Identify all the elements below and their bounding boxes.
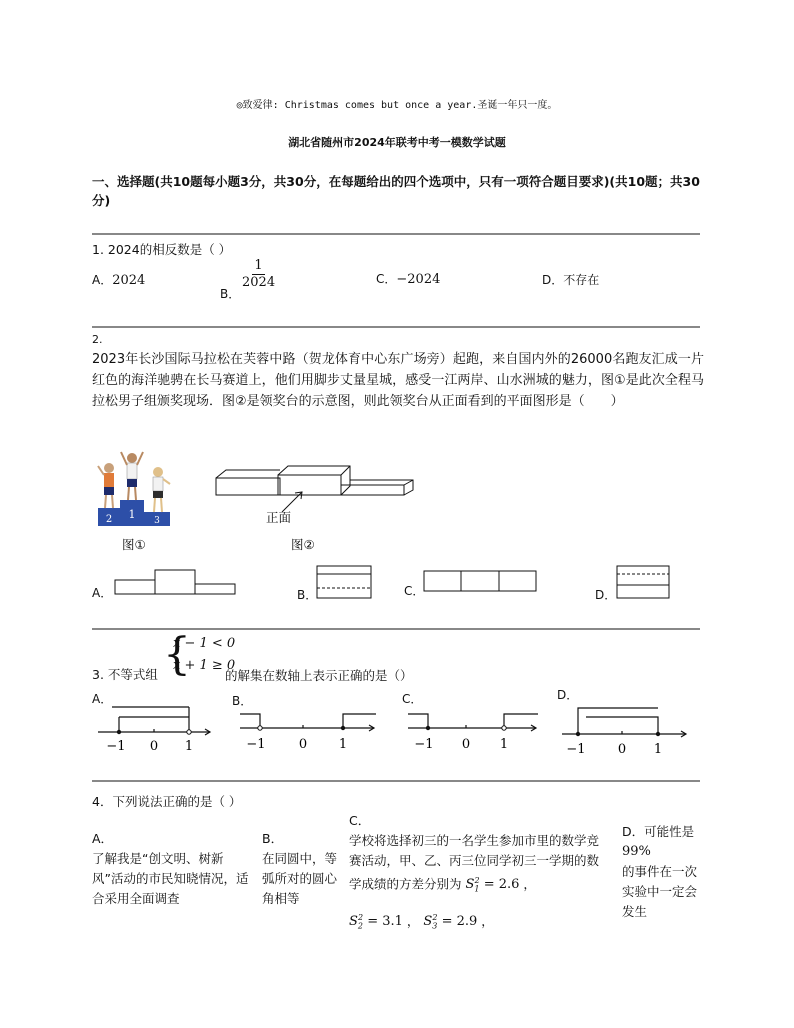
q4-option-c[interactable]: C． 学校将选择初三的一名学生参加市里的数学竞赛活动，甲、乙、丙三位同学初三一学期的数学成绩的方差分别为 $S_1^2 = 2.6$ ， $S_2^2 = 3.1$ ， $S_3^2 = 2.9$ ，	[349, 811, 611, 937]
inequality-2: x + 1 ≥ 0	[173, 658, 236, 673]
option-label: A．	[92, 831, 114, 846]
q2-number: 2.	[92, 333, 103, 346]
q3-option-a-label[interactable]: A．	[92, 692, 113, 706]
podium-diagram	[212, 462, 417, 524]
athlete-left	[98, 463, 114, 508]
divider	[92, 233, 700, 235]
q4-option-b[interactable]	[262, 829, 346, 909]
fig1-caption: 图①	[122, 537, 146, 552]
q2-option-b-figure[interactable]	[315, 564, 375, 600]
option-label: D．	[542, 273, 564, 287]
q1-option-a[interactable]	[92, 271, 145, 288]
q1-option-d[interactable]	[542, 271, 599, 288]
q1-stem: 1. 2024的相反数是（ ）	[92, 242, 232, 257]
q2-option-c-figure[interactable]	[422, 569, 542, 595]
q2-option-d-label[interactable]: D．	[595, 588, 617, 602]
option-value: 不存在	[563, 273, 600, 287]
tick-label: 1	[338, 737, 348, 752]
divider	[92, 326, 700, 328]
option-label: B．	[262, 831, 284, 846]
q3-option-b-label[interactable]: B．	[232, 694, 253, 708]
left-step-front	[216, 478, 280, 495]
q3-option-d-label[interactable]: D．	[557, 688, 579, 702]
q3-option-d-numberline[interactable]	[560, 700, 690, 756]
tick-label: −1	[106, 739, 126, 754]
q4-option-d[interactable]	[622, 822, 702, 922]
tick-label: 1	[499, 737, 509, 752]
tick-label: 1	[184, 739, 194, 754]
right-step-edge	[404, 480, 413, 485]
variance-s3: $S_3^2 = 2.9$	[423, 912, 478, 931]
podium-photo	[92, 448, 184, 528]
q2-option-a-label[interactable]: A．	[92, 586, 113, 600]
variance-s1-value: = 2.6	[483, 877, 520, 893]
front-label: 正面	[266, 510, 292, 525]
podium-digit-3: 3	[154, 516, 160, 526]
motto-line: ◎致爱律: Christmas comes but once a year.圣诞一年只一度。	[236, 100, 558, 111]
q3-option-b-numberline[interactable]	[238, 706, 378, 756]
inequality-1: x − 1 < 0	[173, 636, 236, 651]
exam-title: 湖北省随州市2024年联考中考一模数学试题	[288, 136, 506, 149]
q3-prefix: 3. 不等式组	[92, 667, 158, 682]
podium-digit-2: 2	[105, 514, 113, 525]
q2-text: 2023年长沙国际马拉松在芙蓉中路（贺龙体育中心东广场旁）起跑，来自国内外的26000名跑友汇成一片红色的海洋驰骋在长马赛道上，他们用脚步丈量星城，感受一江两岸、山水洲城的魅力，图①是此次全程马拉松男子组颁奖现场．图②是领奖台的示意图，则此领奖台从正面看到的平面图形是（ ）	[92, 352, 704, 409]
middle-step-edge	[341, 466, 350, 475]
q2-option-b-label[interactable]: B．	[297, 588, 318, 602]
option-text: 学校将选择初三的一名学生参加市里的数学竞赛活动，甲、乙、丙三位同学初三一学期的数学成绩的方差分别为	[349, 833, 600, 892]
middle-step-top	[278, 466, 350, 495]
option-text: 在同圆中，等弧所对的圆心角相等	[262, 851, 338, 906]
q3-option-c-label[interactable]: C．	[402, 692, 423, 706]
q1-option-b-fraction[interactable]	[242, 258, 275, 291]
q2-option-c-label[interactable]: C．	[404, 584, 425, 598]
tick-label: 0	[298, 737, 308, 752]
q2-option-d-figure[interactable]	[615, 564, 673, 600]
tick-label: −1	[414, 737, 434, 752]
q2-option-a-figure[interactable]	[112, 569, 240, 597]
fig2-caption: 图②	[291, 537, 315, 552]
option-text: 可能性是	[644, 824, 695, 839]
tick-label: −1	[246, 737, 266, 752]
q3-suffix: 的解集在数轴上表示正确的是（）	[225, 668, 413, 683]
left-step-top	[216, 470, 280, 478]
middle-step-front	[278, 475, 341, 495]
tick-label: 0	[149, 739, 159, 754]
brace: {	[163, 629, 191, 680]
q1-option-b-label[interactable]: B．	[220, 287, 241, 301]
tick-label: 0	[617, 742, 627, 756]
tick-label: 1	[653, 742, 663, 756]
right-step-front	[341, 485, 404, 495]
option-label: A．	[92, 273, 113, 287]
variance-s3-value: = 2.9	[441, 914, 478, 930]
podium-digit-1: 1	[128, 508, 136, 521]
athlete-center	[121, 452, 143, 500]
tick-label: 0	[461, 737, 471, 752]
divider	[92, 780, 700, 782]
q3-option-a-numberline[interactable]	[92, 704, 220, 754]
variance-s1: $S_1^2 = 2.6$	[465, 876, 520, 894]
q4-stem: 4．下列说法正确的是（ ）	[92, 794, 242, 809]
option-value: −2024	[396, 272, 441, 287]
athlete-right	[153, 467, 170, 512]
option-text: 了解我是“创文明、树新风”活动的市民知晓情况，适合采用全面调查	[92, 851, 249, 906]
q1-option-c[interactable]	[376, 270, 440, 287]
variance-s2-value: = 3.1	[367, 914, 403, 930]
option-text: 的事件在一次实验中一定会发生	[622, 864, 698, 919]
q4-option-a[interactable]	[92, 829, 254, 909]
option-label: D．	[622, 824, 645, 839]
variance-s2: $S_2^2 = 3.1$	[349, 912, 403, 931]
fraction-denominator: 2024	[242, 275, 276, 290]
tick-label: −1	[566, 742, 586, 756]
q3-option-c-numberline[interactable]	[406, 706, 540, 756]
option-percent: 99%	[622, 844, 651, 859]
option-label: C．	[376, 272, 397, 286]
option-value: 2024	[112, 273, 146, 288]
option-label: C．	[349, 813, 371, 828]
fraction-numerator: 1	[254, 258, 263, 273]
section-heading: 一、选择题(共10题每小题3分，共30分，在每题给出的四个选项中，只有一项符合题目要求)(共10题；共30分)	[92, 174, 700, 208]
